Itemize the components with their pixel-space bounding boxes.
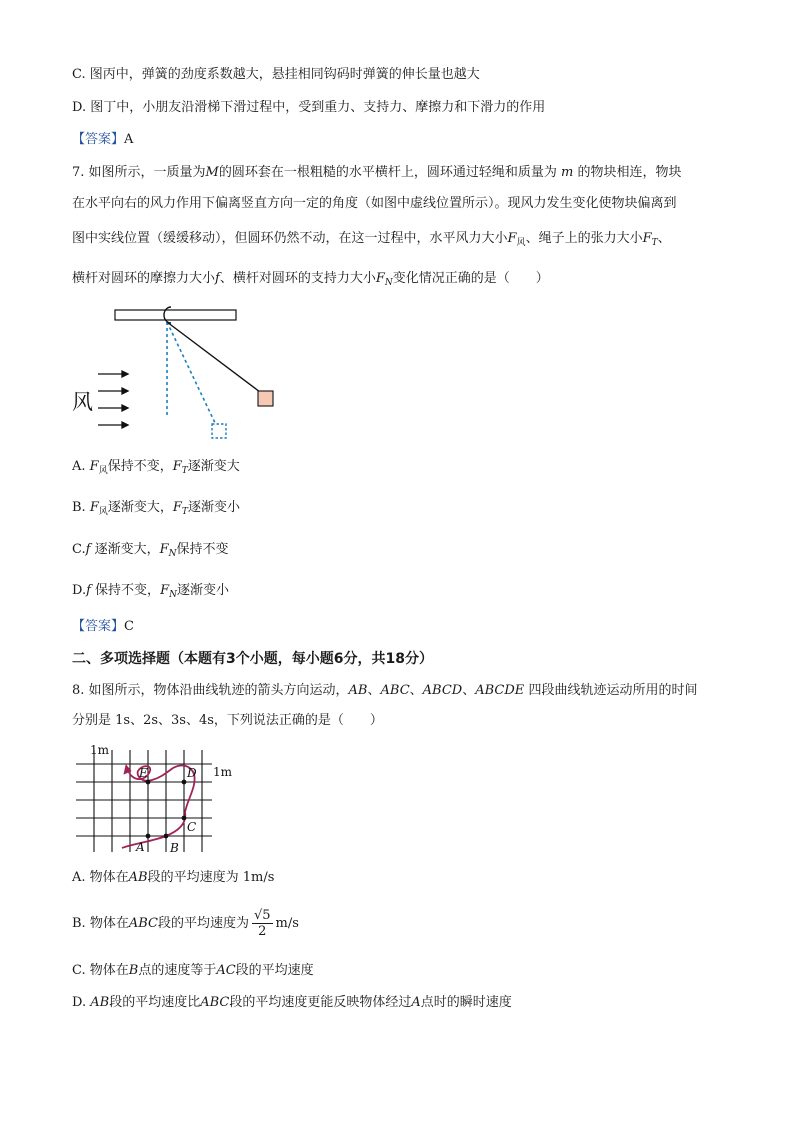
q7-option-c: C.f 逐渐变大，$F_N$保持不变 bbox=[72, 542, 229, 559]
q7-option-d: D.f 保持不变，$F_N$逐渐变小 bbox=[72, 583, 229, 600]
q7-answer bbox=[72, 618, 134, 636]
q8-figure bbox=[70, 740, 240, 862]
q8-option-d: D. AB段的平均速度比ABC段的平均速度更能反映物体经过A点时的瞬时速度 bbox=[72, 995, 512, 1010]
label-e: E bbox=[139, 766, 148, 780]
answer-value: C bbox=[124, 619, 134, 634]
q7-option-a: A. $F_风$保持不变，$F_T$逐渐变大 bbox=[72, 459, 240, 476]
point-b bbox=[164, 834, 169, 839]
wind-arrows bbox=[98, 371, 128, 428]
answer-tag: 【答案】 bbox=[72, 132, 125, 147]
answer-value: A bbox=[124, 132, 134, 147]
q8-option-a: A. 物体在AB段的平均速度为 1m/s bbox=[72, 870, 275, 885]
horizontal-bar bbox=[115, 310, 236, 320]
block bbox=[258, 391, 273, 406]
point-d bbox=[182, 780, 187, 785]
dashed-rope bbox=[167, 322, 216, 425]
q6-answer bbox=[72, 131, 133, 149]
q7-stem-line1: 7. 如图所示，一质量为M的圆环套在一根粗糙的水平横杆上，圆环通过轻绳和质量为 m 的物块相连，物块 bbox=[72, 165, 682, 180]
section-heading: 二、多项选择题（本题有3个小题，每小题6分，共18分） bbox=[72, 651, 433, 667]
q7-stem-line2: 在水平向右的风力作用下偏离竖直方向一定的角度（如图中虚线位置所示）。现风力发生变化使物块偏离到 bbox=[72, 196, 677, 211]
point-c bbox=[182, 816, 187, 821]
label-d: D bbox=[187, 766, 197, 780]
answer-tag: 【答案】 bbox=[72, 619, 125, 634]
q7-stem-line3: 图中实线位置（缓缓移动），但圆环仍然不动，在这一过程中，水平风力大小$F_风$、绳子上的张力大小$F_T$、 bbox=[72, 231, 671, 248]
label-b: B bbox=[170, 841, 179, 855]
q8-option-b: B. 物体在ABC段的平均速度为 $\frac{√5}{2}$ m/s bbox=[72, 908, 299, 939]
scale-label-right: 1m bbox=[213, 765, 233, 779]
point-e bbox=[146, 780, 151, 785]
scale-label-top: 1m bbox=[90, 743, 110, 757]
fraction: $\frac{√5}{2}$ bbox=[253, 908, 271, 939]
wind-label: 风 bbox=[72, 390, 93, 414]
solid-rope bbox=[167, 322, 260, 392]
dashed-block bbox=[212, 424, 226, 438]
q7-option-b: B. $F_风$逐渐变大，$F_T$逐渐变小 bbox=[72, 500, 240, 517]
point-a bbox=[146, 834, 151, 839]
label-c: C bbox=[187, 820, 197, 834]
q8-option-c: C. 物体在B点的速度等于AC段的平均速度 bbox=[72, 963, 314, 978]
q6-option-d: D. 图丁中，小朋友沿滑梯下滑过程中，受到重力、支持力、摩擦力和下滑力的作用 bbox=[72, 100, 546, 115]
q6-option-c: C. 图丙中，弹簧的劲度系数越大，悬挂相同钩码时弹簧的伸长量也越大 bbox=[72, 67, 480, 82]
q8-stem-line1: 8. 如图所示，物体沿曲线轨迹的箭头方向运动，AB、ABC、ABCD、ABCDE 四段曲线轨迹运动所用的时间 bbox=[72, 683, 698, 698]
q8-stem-line2: 分别是 1s、2s、3s、4s，下列说法正确的是（ ） bbox=[72, 713, 383, 728]
q7-stem-line4: 横杆对圆环的摩擦力大小f、横杆对圆环的支持力大小$F_N$变化情况正确的是（ ） bbox=[72, 271, 549, 288]
q7-figure bbox=[70, 300, 290, 445]
label-a: A bbox=[136, 840, 145, 854]
